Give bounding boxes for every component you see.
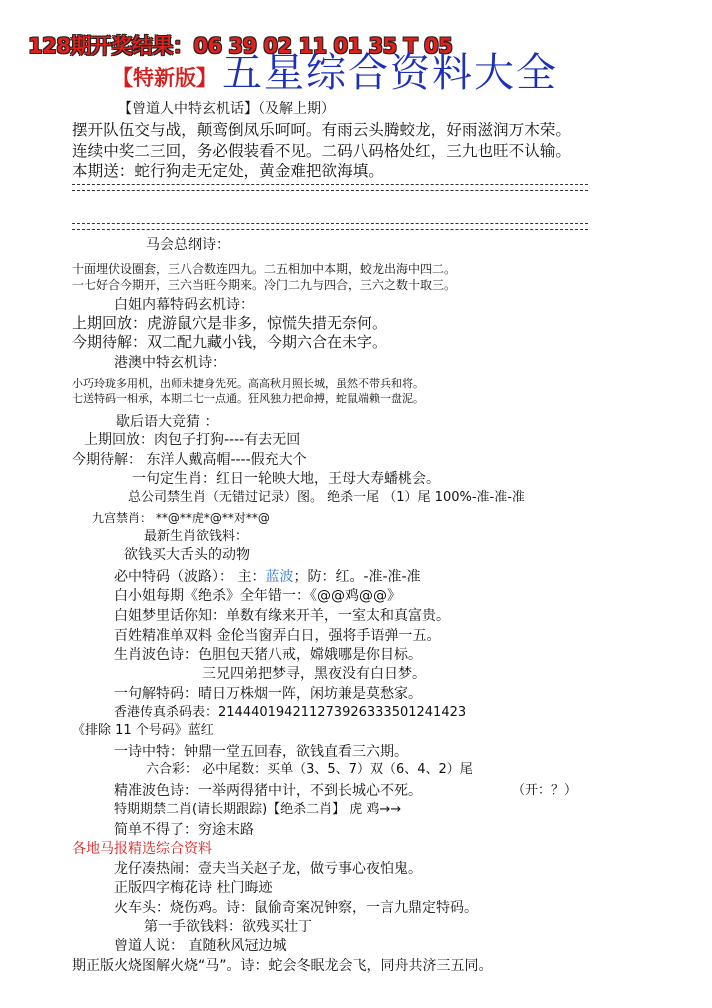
section-title-mahui: 马会总纲诗： <box>146 237 230 253</box>
bizhong-prefix: 必中特码（波路）： 主： <box>114 569 266 585</box>
xianggang-line: 香港传真杀码表：21444019421127392633350124142​3 <box>114 705 467 720</box>
section-title-baijie: 白姐内幕特码玄机诗： <box>114 297 254 313</box>
mengli-line: 白姐梦里话你知：单数有缘来开羊，一室太和真富贵。 <box>114 608 450 624</box>
baixing-line: 百姓精准单双料 金伦当窗弄白日，强将手语弹一五。 <box>114 628 441 644</box>
section-title-xiehouyu: 歇后语大竞猜 ： <box>116 414 219 430</box>
zengdaoren-line-3: 本期送：蛇行狗走无定处，黄金难把欲海填。 <box>72 162 384 180</box>
gangao-line-1: 小巧玲珑多用机，出师未捷身先死。高高秋月照长城，虽然不带兵和将。 <box>72 377 424 390</box>
boshi-line-2: 三兄四弟把梦寻，黑夜没有白日梦。 <box>202 666 426 682</box>
yuqian-line: 欲钱买大舌头的动物 <box>124 547 250 563</box>
zhengban-line: 正版四字梅花诗 杜门晦迹 <box>114 880 273 896</box>
zengdaoren-line-2: 连续中奖二三回，务必假装看不见。二码八码格处红，三九也旺不认输。 <box>72 142 572 160</box>
zengdaoren-line-1: 摆开队伍交与战，颠鸾倒凤乐呵呵。有雨云头腾蛟龙，好雨滋润万木荣。 <box>72 121 572 139</box>
section-title-gangao: 港澳中特玄机诗： <box>114 355 226 371</box>
page-title: 五星综合资料大全 <box>222 50 558 96</box>
zengdao-line: 曾道人说： 直随秋风冠边城 <box>114 938 287 954</box>
gedi-heading: 各地马报精选综合资料 <box>72 841 212 857</box>
jiandan-line: 简单不得了：穷途末路 <box>114 822 254 838</box>
separator <box>72 223 588 230</box>
lottery-result-banner: 128期开奖结果：06 39 02 11 01 35 T 05 <box>28 34 453 58</box>
xiehouyu-line-1: 上期回放：肉包子打狗----有去无回 <box>84 432 301 448</box>
zuixin-title: 最新生肖欲钱料： <box>144 529 249 544</box>
edition-badge: 【特新版】 <box>112 66 217 90</box>
yishi-line: 一诗中特：钟鼎一堂五回春，欲钱直看三六期。 <box>114 744 408 760</box>
separator <box>72 184 588 191</box>
qizheng-line: 期正版火烧图解火烧“马”。诗：蛇会冬眠龙会飞，同舟共济三五同。 <box>72 958 493 974</box>
baijie-line-2: 今期待解：双二配九藏小钱，今期六合在未字。 <box>72 333 388 351</box>
mahui-line-2: 一七好合今期开，三六当旺今期来。冷门二九与四合，三六之数十取三。 <box>72 278 457 292</box>
longzai-line: 龙仔凑热闹：壹夫当关赵子龙，做亏事心夜怕鬼。 <box>114 861 422 877</box>
xiaojie-line: 白小姐每期《绝杀》全年错一：《@@鸡@@》 <box>114 588 401 604</box>
huoche-line: 火车头：烧伤鸡。诗：鼠偷奇案况钟察，一言九鼎定特码。 <box>114 900 478 916</box>
kai-note: （开：？） <box>512 783 578 798</box>
bizhong-line <box>114 569 421 585</box>
xiehouyu-line-2: 今期待解： 东洋人戴高帽----假充大个 <box>72 452 307 468</box>
section-title-zengdaoren: 【曾道人中特玄机话】（及解上期） <box>118 101 335 117</box>
yiju-line: 一句定生肖：红日一轮映大地，王母大寿蟠桃会。 <box>132 471 440 487</box>
gangao-line-2: 七送特码一相承，本期二七一点通。狂风独力把命搏，蛇鼠端赖一盘泥。 <box>72 392 424 405</box>
mahui-line-1: 十面埋伏设圈套，三八合数连四九。二五相加中本期，蛟龙出海中四二。 <box>72 262 457 276</box>
yijujie-line: 一句解特码：晴日万株烟一阵，闲坊兼是莫愁家。 <box>114 686 422 702</box>
boshi-line-1: 生肖波色诗：色胆包天猪八戒，嫦娥哪是你目标。 <box>114 647 422 663</box>
teqi-line: 特期期禁二肖(请长期跟踪)【绝杀二肖】 虎 鸡→→ <box>114 802 402 817</box>
bizhong-blue: 蓝波 <box>265 569 294 585</box>
jingzhun-line: 精准波色诗：一举两得猪中计，不到长城心不死。 <box>114 783 422 799</box>
bizhong-suffix: ；防：红。-准-准-准 <box>293 569 421 585</box>
zonggongsi-line: 总公司禁生肖（无错过记录）图。 绝杀一尾 （1）尾 100%-准-准-准 <box>128 490 525 505</box>
paichu-line: 《排除 11 个号码》蓝红 <box>72 723 214 738</box>
baijie-line-1: 上期回放：虎游鼠穴是非多，惊慌失措无奈何。 <box>72 314 388 332</box>
jiugong-line: 九宫禁肖： **@**虎*@**对**@ <box>92 511 270 525</box>
diyi-line: 第一手欲钱料：欲残买壮丁 <box>144 919 312 935</box>
liuhecai-line: 六合彩： 必中尾数：买单（3、5、7）双（6、4、2）尾 <box>146 762 473 777</box>
